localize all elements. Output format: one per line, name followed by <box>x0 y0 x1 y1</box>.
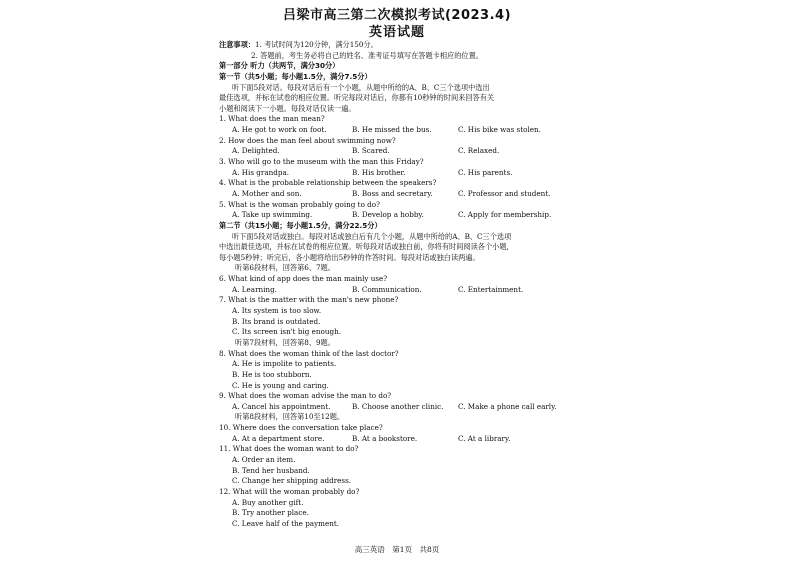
option-c: C. Relaxed. <box>458 146 500 156</box>
notes-label: 注意事项： <box>219 40 255 49</box>
question-1: 1. What does the man mean? <box>219 114 325 124</box>
option-b: B. At a bookstore. <box>352 433 418 443</box>
options-5 <box>219 210 589 221</box>
option-c: C. Make a phone call early. <box>458 401 557 411</box>
notes-item-2: 2. 答题前，考生务必将自己的姓名、准考证号填写在答题卡相应的位置。 <box>251 50 483 60</box>
option-a: A. Its system is too slow. <box>232 306 322 316</box>
option-a: A. He is impolite to patients. <box>232 359 337 369</box>
option-c: C. He is young and caring. <box>232 380 329 390</box>
option-a: A. Mother and son. <box>232 188 302 198</box>
option-b: B. Try another place. <box>232 508 309 518</box>
options-1 <box>219 125 589 136</box>
section1-intro-2: 最佳选项，并标在试卷的相应位置。听完每段对话后，你都有10秒钟的时间来回答有关 <box>219 93 495 103</box>
notes-item-1: 1. 考试时间为120分钟，满分150分。 <box>254 40 378 49</box>
options-4 <box>219 189 589 200</box>
question-2: 2. How does the man feel about swimming now? <box>219 135 396 145</box>
options-9 <box>219 402 589 413</box>
question-3: 3. Who will go to the museum with the man this Friday? <box>219 157 424 167</box>
section1-intro-3: 小题和阅读下一小题。每段对话仅读一遍。 <box>219 103 356 113</box>
direction-8: 听第8段材料，回答第10至12题。 <box>235 412 345 422</box>
option-b: B. Choose another clinic. <box>352 401 444 411</box>
direction-7: 听第7段材料，回答第8、9题。 <box>235 337 335 347</box>
options-3 <box>219 168 589 179</box>
question-11: 11. What does the woman want to do? <box>219 444 359 454</box>
option-a: A. He got to work on foot. <box>232 125 327 135</box>
option-a: A. His grandpa. <box>232 167 290 177</box>
option-a: A. At a department store. <box>232 433 325 443</box>
option-b: B. Develop a hobby. <box>352 210 424 220</box>
option-a: A. Cancel his appointment. <box>232 401 331 411</box>
page-footer: 高三英语 第1页 共8页 <box>354 545 440 554</box>
option-b: B. Tend her husband. <box>232 465 310 475</box>
options-10 <box>219 434 589 445</box>
options-2 <box>219 146 589 157</box>
option-c: C. His parents. <box>458 167 513 177</box>
option-c: C. Entertainment. <box>458 284 524 294</box>
section1-heading: 第一节（共5小题；每小题1.5分，满分7.5分） <box>219 71 372 81</box>
option-b: B. Scared. <box>352 146 390 156</box>
option-c: C. At a library. <box>458 433 511 443</box>
question-12: 12. What will the woman probably do? <box>219 486 360 496</box>
exam-body <box>219 40 589 529</box>
option-a: A. Learning. <box>232 284 277 294</box>
option-b: B. He is too stubborn. <box>232 369 312 379</box>
option-a: A. Take up swimming. <box>232 210 313 220</box>
part1-heading: 第一部分 听力（共两节，满分30分） <box>219 61 340 71</box>
section2-intro-3: 每小题5秒钟；听完后，各小题将给出5秒钟的作答时间。每段对话或独白读两遍。 <box>219 252 480 262</box>
section1-intro-1: 听下面5段对话。每段对话后有一个小题，从题中所给的A、B、C三个选项中选出 <box>232 82 490 92</box>
option-a: A. Buy another gift. <box>232 497 304 507</box>
option-b: B. His brother. <box>352 167 406 177</box>
option-a: A. Delighted. <box>232 146 280 156</box>
option-a: A. Order an item. <box>232 454 296 464</box>
option-c: C. Leave half of the payment. <box>232 518 340 528</box>
option-c: C. Professor and student. <box>458 188 551 198</box>
options-6 <box>219 285 589 296</box>
exam-subtitle: 英语试题 <box>368 25 425 40</box>
question-9: 9. What does the woman advise the man to do? <box>219 391 392 401</box>
option-c: C. Its screen isn't big enough. <box>232 327 341 337</box>
question-10: 10. Where does the conversation take place? <box>219 423 383 433</box>
option-b: B. Boss and secretary. <box>352 188 433 198</box>
option-c: C. Apply for membership. <box>458 210 552 220</box>
question-6: 6. What kind of app does the man mainly use? <box>219 274 388 284</box>
section2-intro-2: 中选出最佳选项，并标在试卷的相应位置。听每段对话或独白前，你将有时间阅读各个小题， <box>219 242 514 252</box>
option-b: B. He missed the bus. <box>352 125 432 135</box>
option-c: C. Change her shipping address. <box>232 476 352 486</box>
option-b: B. Its brand is outdated. <box>232 316 321 326</box>
option-b: B. Communication. <box>352 284 422 294</box>
question-5: 5. What is the woman probably going to do? <box>219 199 380 209</box>
question-8: 8. What does the woman think of the last doctor? <box>219 348 399 358</box>
notes-line-1 <box>219 40 589 51</box>
question-7: 7. What is the matter with the man's new phone? <box>219 295 399 305</box>
exam-title: 吕梁市高三第二次模拟考试(2023.4) <box>282 8 512 23</box>
section2-intro-1: 听下面5段对话或独白。每段对话或独白后有几个小题，从题中所给的A、B、C三个选项 <box>232 231 512 241</box>
option-c: C. His bike was stolen. <box>458 125 541 135</box>
question-4: 4. What is the probable relationship between the speakers? <box>219 178 437 188</box>
direction-6: 听第6段材料，回答第6、7题。 <box>235 263 335 273</box>
section2-heading: 第二节（共15小题；每小题1.5分，满分22.5分） <box>219 220 382 230</box>
